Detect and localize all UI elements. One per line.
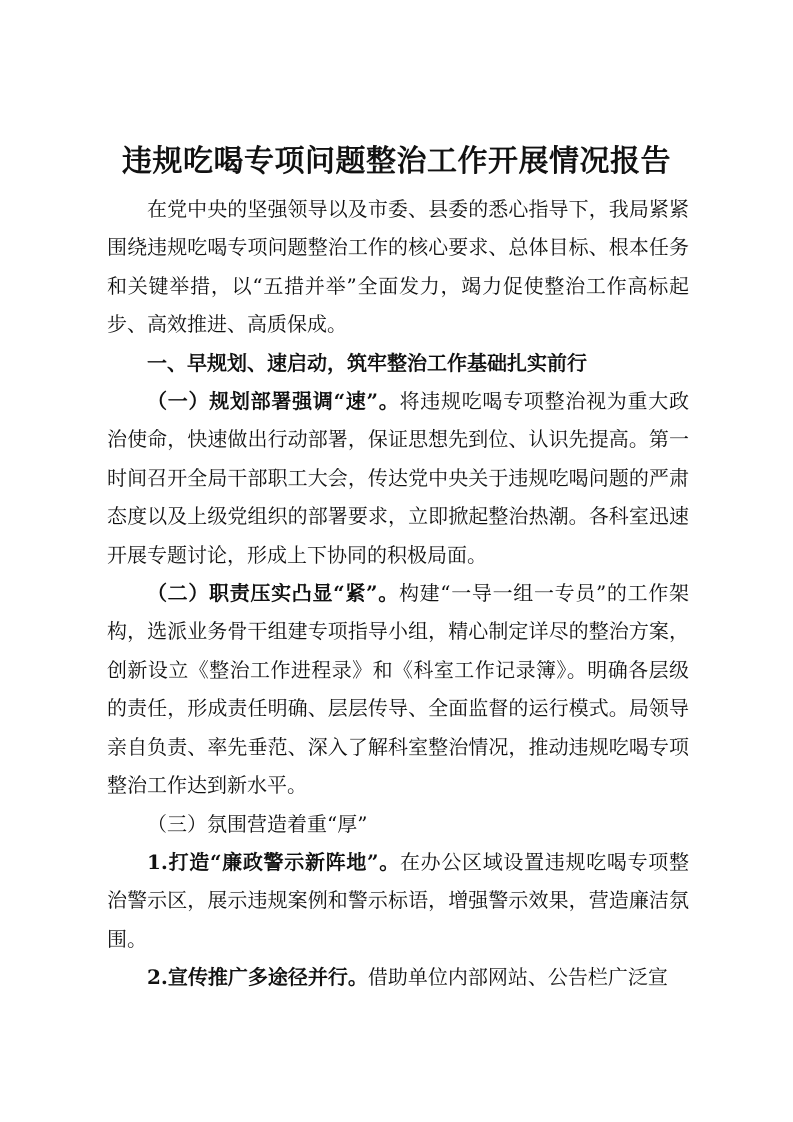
- document-title: 违规吃喝专项问题整治工作开展情况报告: [122, 144, 671, 179]
- sub-item-2-paragraph: [107, 958, 689, 996]
- sub-item-1-text: 在办公区域设置违规吃喝专项整治警示区，展示违规案例和警示标语，增强警示效果，营造廉洁氛围。: [107, 849, 690, 951]
- item-1-paragraph: [107, 382, 689, 574]
- sub-item-1-label: 1.打造“廉政警示新阵地”。: [147, 849, 400, 874]
- sub-item-2-text: 借助单位内部网站、公告栏广泛宣: [367, 965, 668, 990]
- item-1-label: （一）规划部署强调“速”。: [147, 389, 400, 414]
- section-heading-1: 一、早规划、速启动，筑牢整治工作基础扎实前行: [147, 350, 587, 375]
- document-body: [107, 190, 689, 997]
- item-2-paragraph: [107, 574, 689, 804]
- sub-item-2-label: 2.宣传推广多途径并行。: [147, 965, 368, 990]
- item-2-label: （二）职责压实凸显“紧”。: [147, 581, 399, 606]
- intro-paragraph: 在党中央的坚强领导以及市委、县委的悉心指导下，我局紧紧围绕违规吃喝专项问题整治工作的核心要求、总体目标、根本任务和关键举措，以“五措并举”全面发力，竭力促使整治工作高标起步、高效推进、高质保成。: [107, 197, 689, 337]
- sub-item-1-paragraph: [107, 843, 689, 958]
- item-1-text: 将违规吃喝专项整治视为重大政治使命，快速做出行动部署，保证思想先到位、认识先提高。第一时间召开全局干部职工大会，传达党中央关于违规吃喝问题的严肃态度以及上级党组织的部署要求，立即掀起整治热潮。各科室迅速开展专题讨论，形成上下协同的积极局面。: [107, 389, 689, 567]
- item-3-label: （三）氛围营造着重“厚”: [147, 811, 368, 836]
- item-2-text: 构建“一导一组一专员”的工作架构，选派业务骨干组建专项指导小组，精心制定详尽的整治方案，创新设立《整治工作进程录》和《科室工作记录簿》。明确各层级的责任，形成责任明确、层层传导、全面监督的运行模式。局领导亲自负责、率先垂范、深入了解科室整治情况，推动违规吃喝专项整治工作达到新水平。: [107, 581, 689, 798]
- item-3-paragraph: [107, 805, 689, 843]
